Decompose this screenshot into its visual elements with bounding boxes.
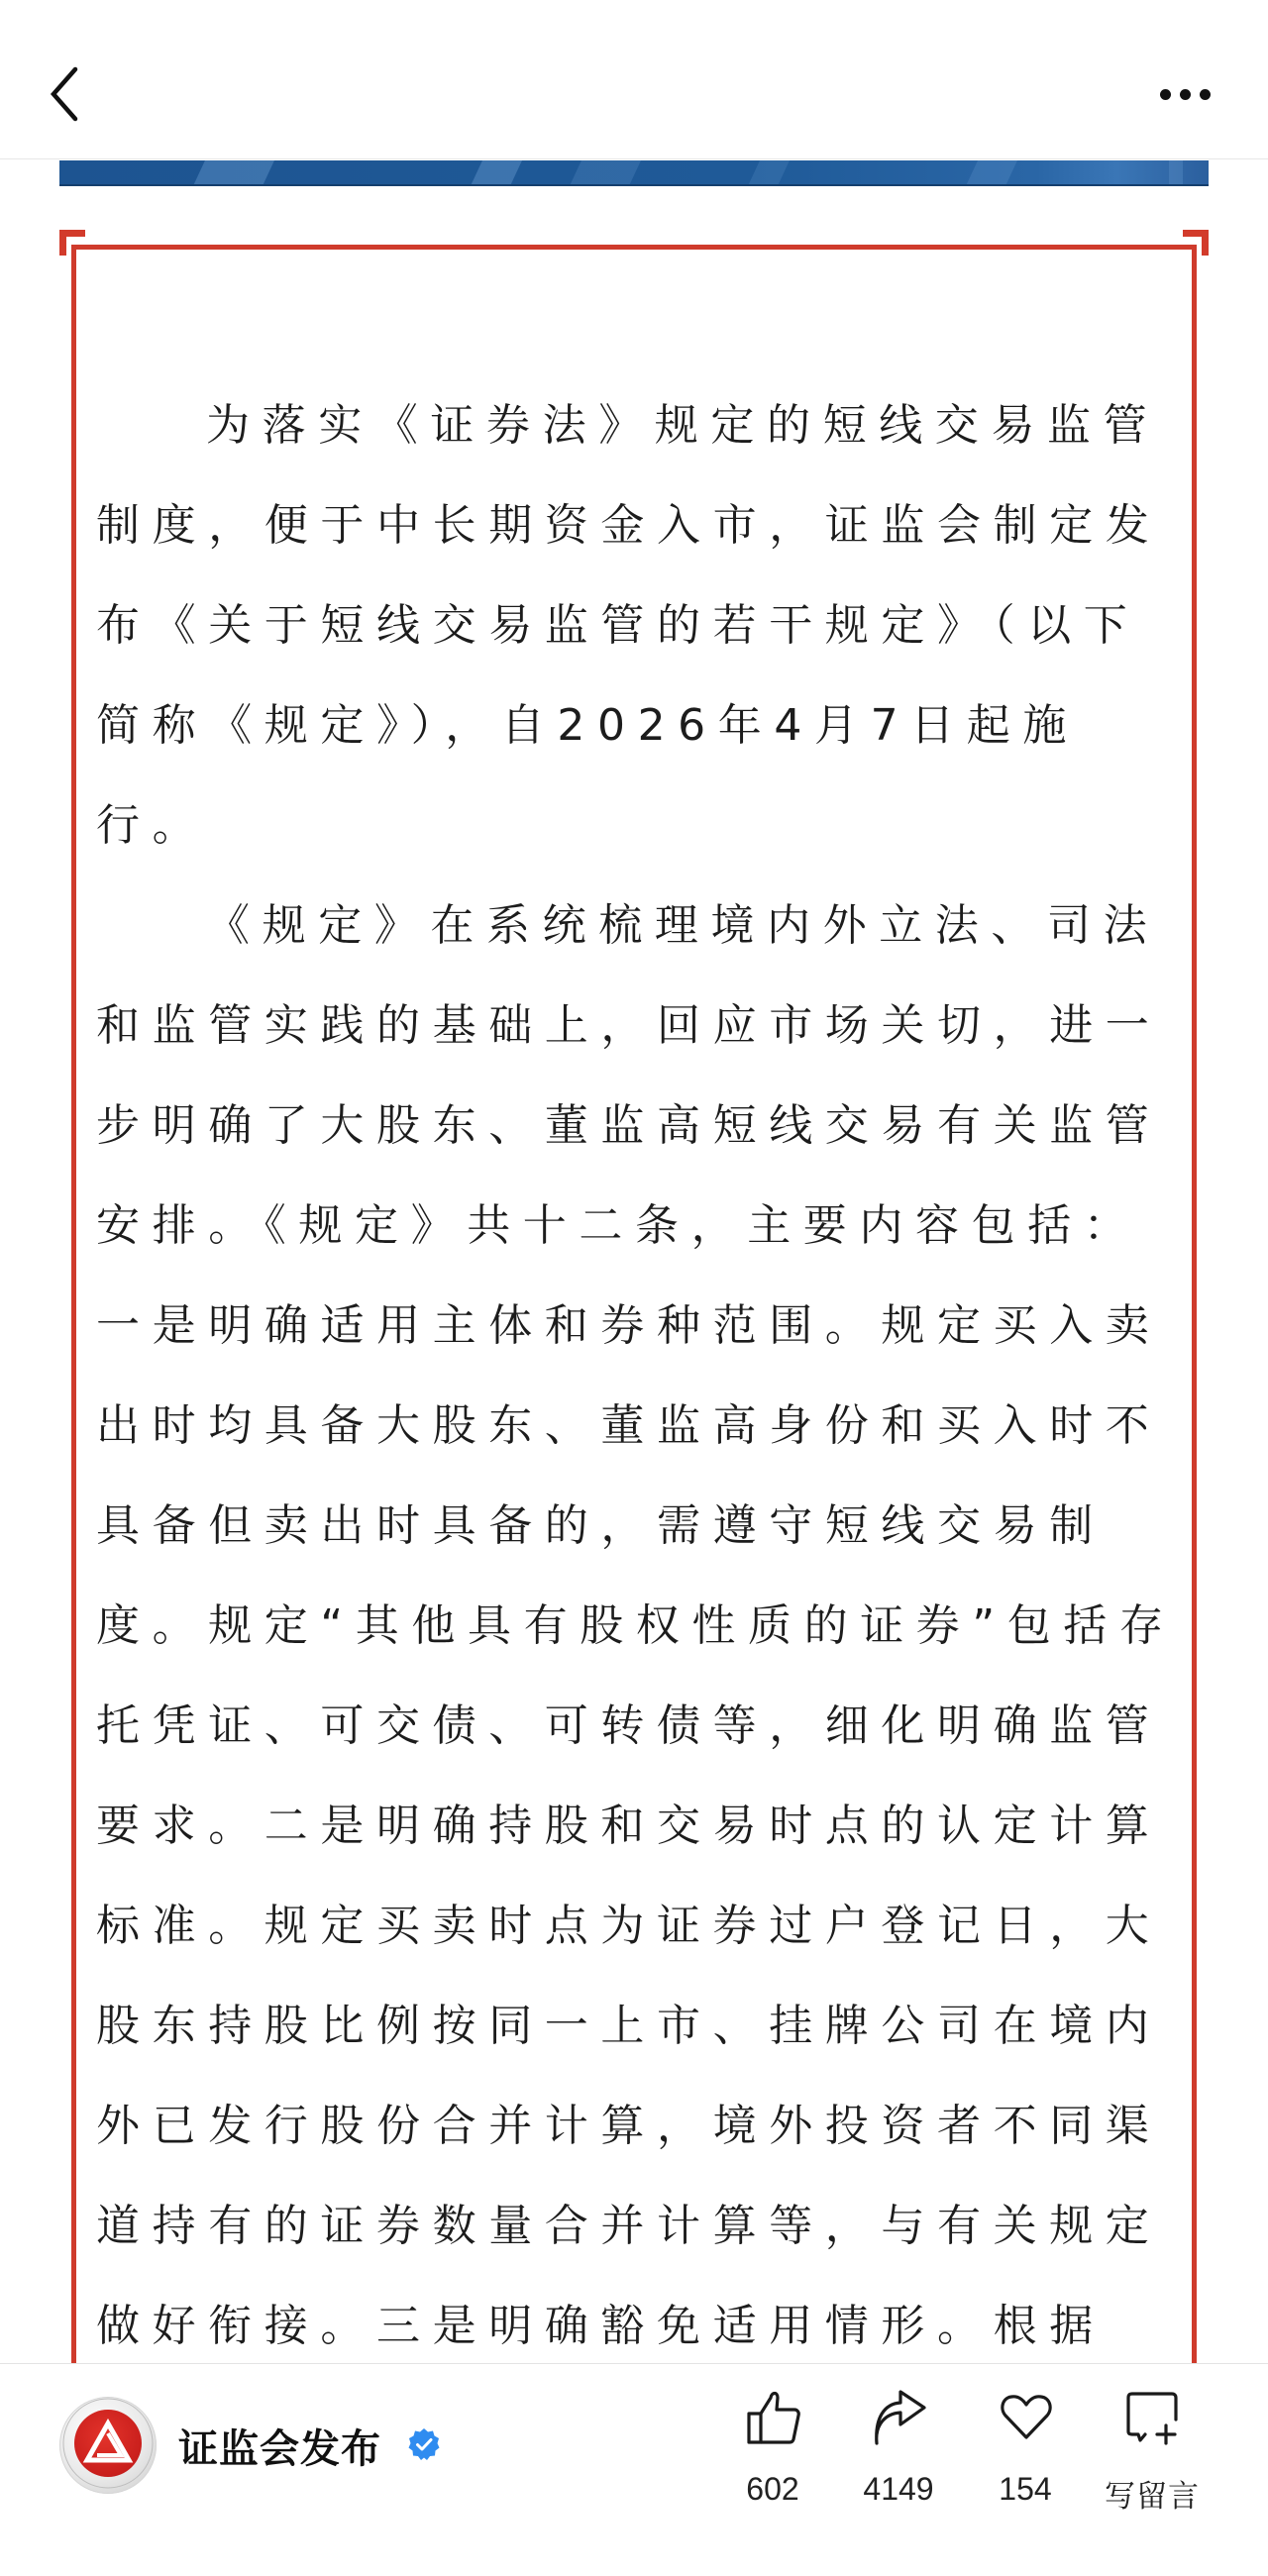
text-line: 制度，便于中长期资金入市，证监会制定发 [96,500,1162,551]
text-line: 股东持股比例按同一上市、挂牌公司在境内 [96,2001,1162,2051]
text-line: 《规定》在系统梳理境内外立法、司法 [206,900,1160,951]
text-line: 外已发行股份合并计算，境外投资者不同渠 [96,2101,1162,2151]
topbar-divider [0,158,1268,159]
text-line: 安排。《规定》共十二条，主要内容包括： [96,1200,1140,1251]
text-line: 为落实《证券法》规定的短线交易监管 [206,400,1160,451]
text-line: 度。规定“其他具有股权性质的证券”包括存 [96,1600,1176,1651]
write-comment-label: 写留言 [1105,2479,1200,2515]
text-line: 行。 [96,800,209,851]
more-options-button[interactable] [1149,79,1220,109]
write-comment-button[interactable] [1093,2386,1212,2515]
article-scroll-area[interactable] [0,159,1268,2364]
text-line: 道持有的证券数量合并计算等，与有关规定 [96,2201,1162,2251]
account-name[interactable]: 证监会发布 [178,2426,381,2472]
account-avatar[interactable] [59,2397,157,2494]
like-button[interactable] [713,2386,832,2515]
chevron-left-icon [40,61,89,127]
share-count: 4149 [863,2471,934,2507]
comment-add-icon [1124,2388,1182,2447]
article-body [96,375,1176,2364]
text-line: 和监管实践的基础上，回应市场关切，进一 [96,1000,1162,1051]
favorite-button[interactable] [966,2386,1085,2515]
paragraph [96,876,1176,2364]
csrc-emblem-icon [59,2397,157,2494]
thumbs-up-icon [745,2388,802,2447]
share-button[interactable] [839,2386,958,2515]
more-horizontal-icon [1180,89,1191,100]
heart-icon [998,2388,1055,2447]
text-line: 简称《规定》），自2026年4月7日起施 [96,700,1079,751]
text-line: 托凭证、可交债、可转债等，细化明确监管 [96,1700,1162,1751]
like-count: 602 [746,2471,799,2507]
header-banner-image [59,160,1209,186]
favorite-count: 154 [999,2471,1052,2507]
text-line: 步明确了大股东、董监高短线交易有关监管 [96,1100,1162,1151]
text-line: 出时均具备大股东、董监高身份和买入时不 [96,1400,1162,1451]
verified-badge-icon [406,2426,442,2462]
text-line: 布《关于短线交易监管的若干规定》（以下 [96,600,1140,651]
text-line: 要求。二是明确持股和交易时点的认定计算 [96,1801,1162,1851]
more-horizontal-icon [1160,89,1171,100]
text-line: 一是明确适用主体和券种范围。规定买入卖 [96,1300,1162,1351]
paragraph [96,375,1176,876]
top-nav-bar [0,0,1268,159]
text-line: 做好衔接。三是明确豁免适用情形。根据 [96,2301,1106,2351]
back-button[interactable] [40,61,89,127]
more-horizontal-icon [1200,89,1211,100]
text-line: 具备但卖出时具备的，需遵守短线交易制 [96,1500,1106,1551]
share-icon [871,2388,928,2447]
bottom-action-bar [0,2363,1268,2576]
text-line: 标准。规定买卖时点为证券过户登记日，大 [96,1901,1162,1951]
